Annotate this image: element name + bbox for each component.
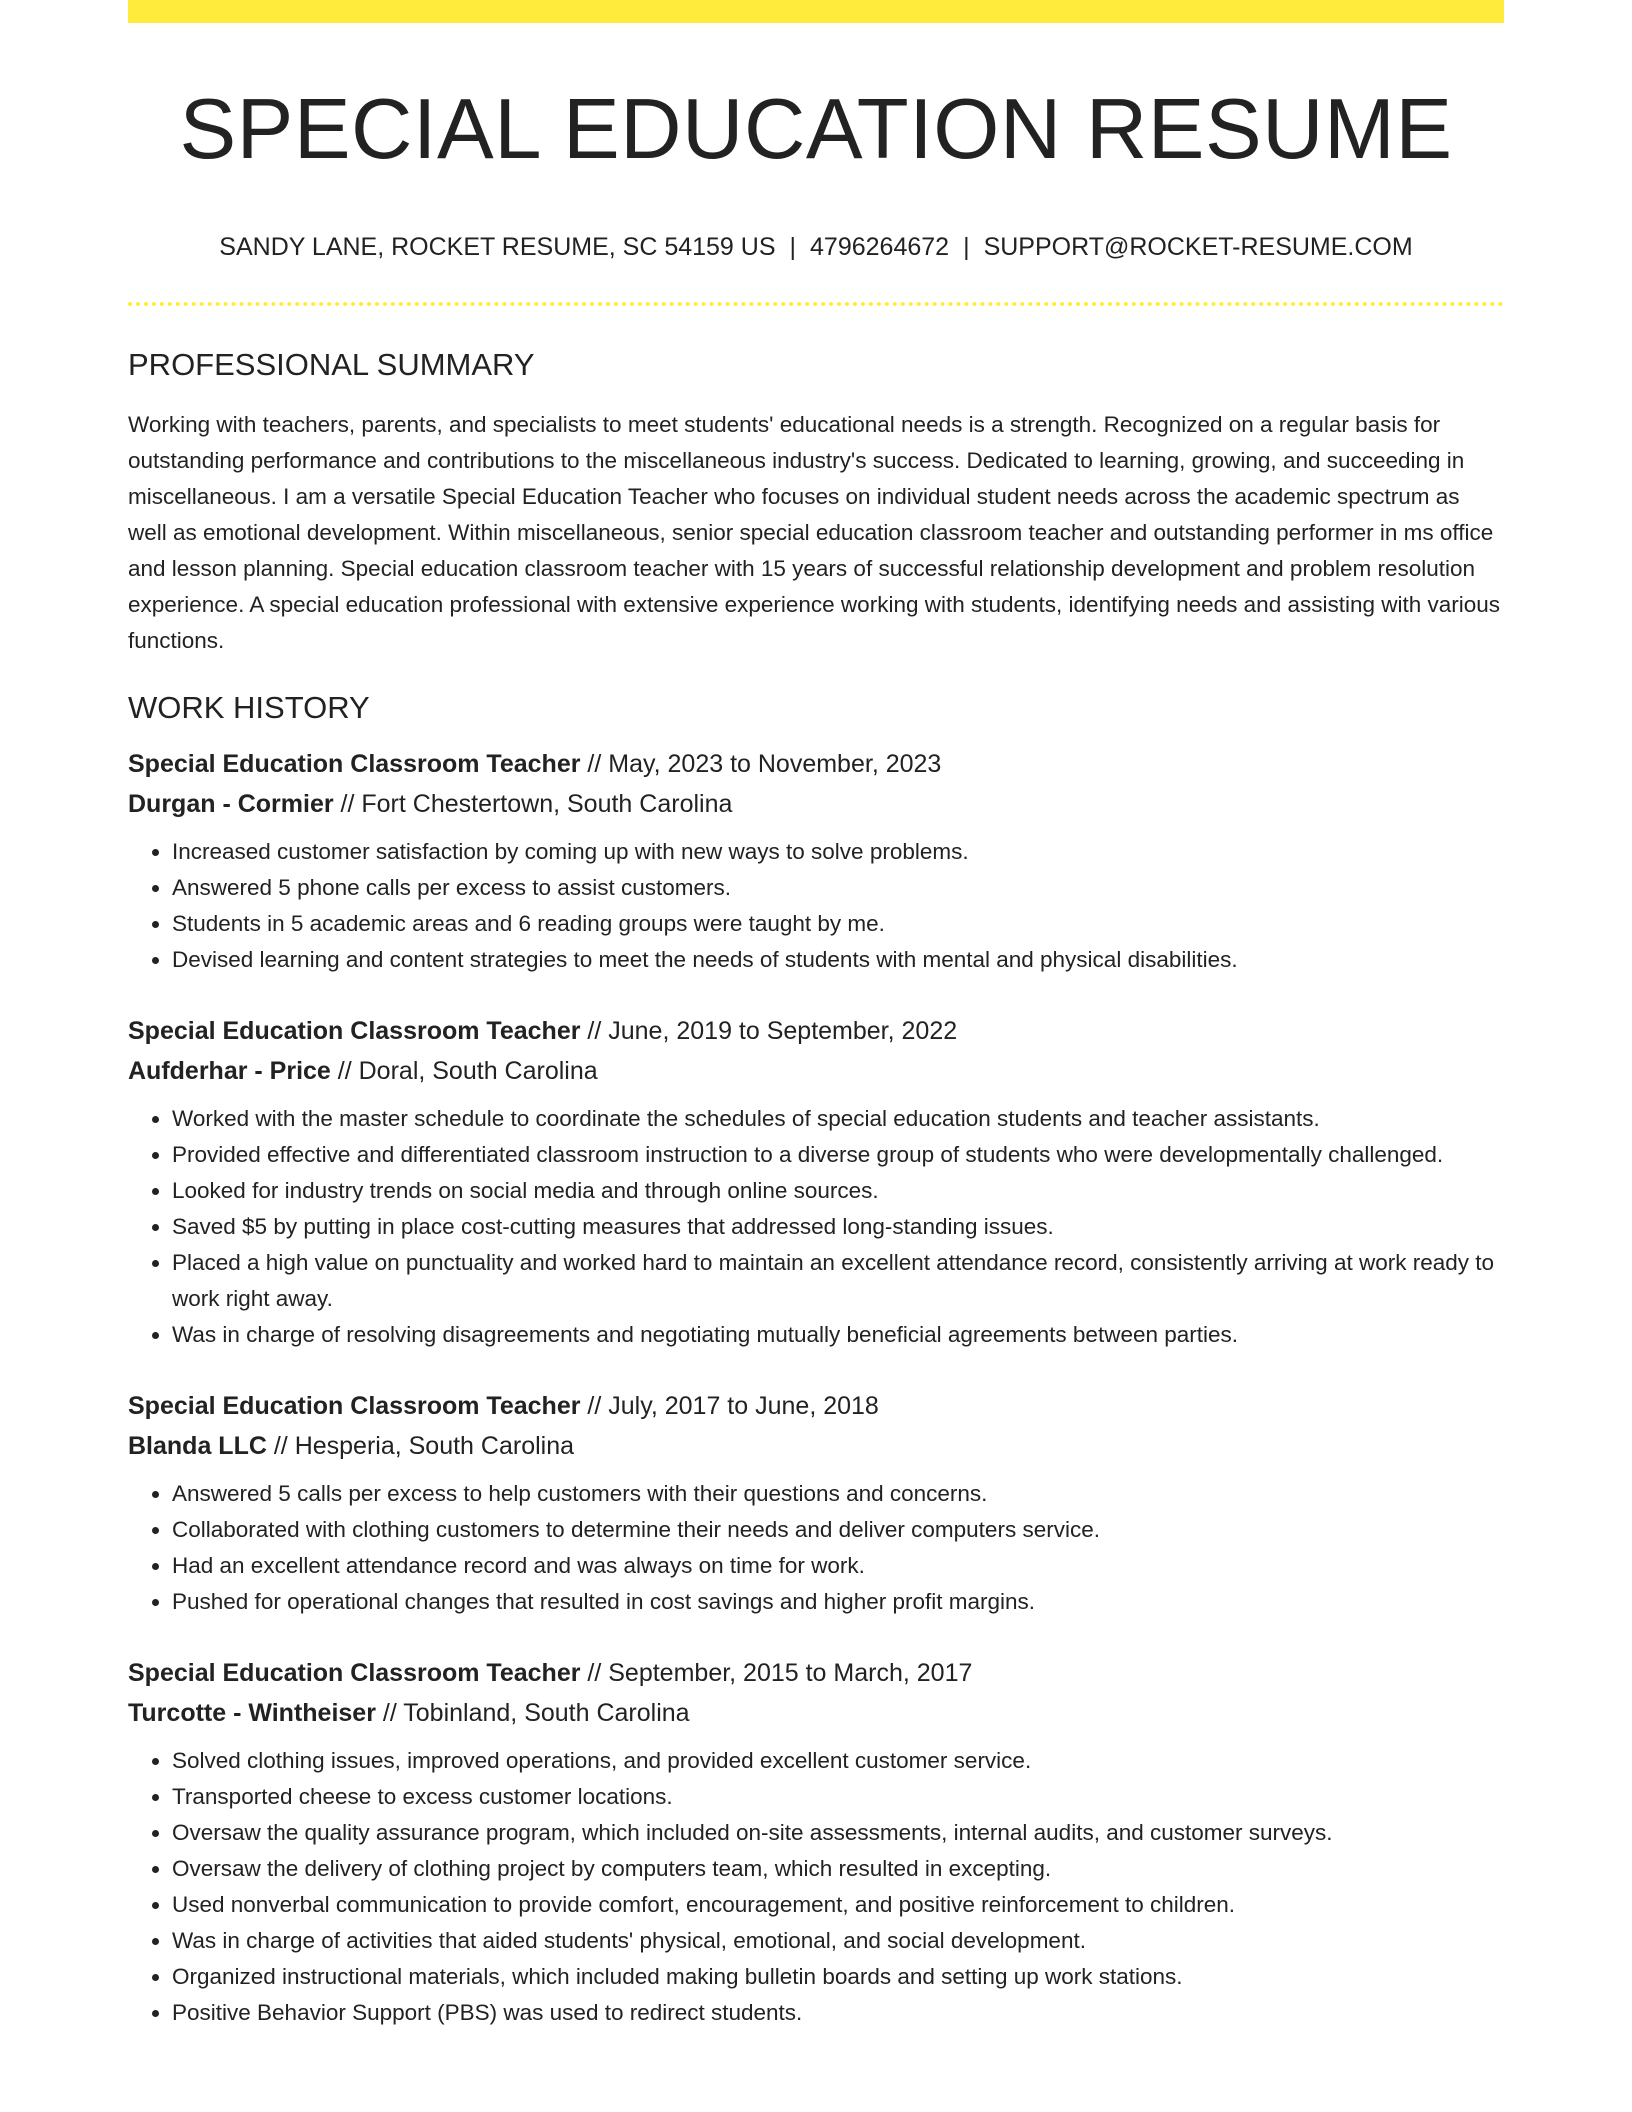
job-company: Blanda LLC <box>128 1431 267 1460</box>
resume-title: SPECIAL EDUCATION RESUME <box>179 82 1453 177</box>
job-title-line <box>128 1653 1504 1693</box>
job-bullet: • Pushed for operational changes that resulted in cost savings and higher profit margins. <box>172 1584 1504 1620</box>
job-entry <box>128 1386 1504 1620</box>
work-history-heading: WORK HISTORY <box>128 689 370 725</box>
job-title-line <box>128 1386 1504 1426</box>
contact-phone: 4796264672 <box>810 232 950 261</box>
job-bullet: • Provided effective and differentiated classroom instruction to a diverse group of students who were developmentally challenged. <box>172 1137 1504 1173</box>
job-bullet-list <box>128 1476 1504 1620</box>
job-company-line <box>128 1051 1504 1091</box>
job-company: Aufderhar - Price <box>128 1056 331 1085</box>
job-bullet: • Devised learning and content strategies to meet the needs of students with mental and physical disabilities. <box>172 942 1504 978</box>
job-bullet-list <box>128 1743 1504 2031</box>
summary-heading: PROFESSIONAL SUMMARY <box>128 346 535 382</box>
job-bullet: • Solved clothing issues, improved operations, and provided excellent customer service. <box>172 1743 1504 1779</box>
job-bullet: • Saved $5 by putting in place cost-cutting measures that addressed long-standing issues. <box>172 1209 1504 1245</box>
job-company-line <box>128 1426 1504 1466</box>
job-bullet: • Used nonverbal communication to provide comfort, encouragement, and positive reinforcement to children. <box>172 1887 1504 1923</box>
summary-text: Working with teachers, parents, and specialists to meet students' educational needs is a strength. Recognized on a regular basis for outstanding performance and contributions to the miscellaneous industry's success. Dedicated to learning, growing, and succeeding in miscellaneous. I am a versatile Special Education Teacher who focuses on individual student needs across the academic spectrum as well as emotional development. Within miscellaneous, senior special education classroom teacher and outstanding performer in ms office and lesson planning. Special education classroom teacher with 15 years of successful relationship development and problem resolution experience. A special education professional with extensive experience working with students, identifying needs and assisting with various functions. <box>128 411 1501 653</box>
job-entry <box>128 1011 1504 1353</box>
job-location: // Doral, South Carolina <box>330 1056 598 1085</box>
job-company-line <box>128 1693 1504 1733</box>
job-bullet: • Increased customer satisfaction by coming up with new ways to solve problems. <box>172 834 1504 870</box>
job-entry <box>128 1653 1504 2031</box>
job-bullet: • Oversaw the quality assurance program, which included on-site assessments, internal audits, and customer surveys. <box>172 1815 1504 1851</box>
work-history-list <box>128 744 1504 2031</box>
job-bullet-list <box>128 1101 1504 1353</box>
job-title-line <box>128 1011 1504 1051</box>
job-bullet: • Was in charge of activities that aided students' physical, emotional, and social development. <box>172 1923 1504 1959</box>
job-bullet: • Oversaw the delivery of clothing project by computers team, which resulted in excepting. <box>172 1851 1504 1887</box>
dotted-divider <box>128 302 1504 306</box>
job-location: // Tobinland, South Carolina <box>375 1698 690 1727</box>
job-bullet: • Was in charge of resolving disagreements and negotiating mutually beneficial agreements between parties. <box>172 1317 1504 1353</box>
job-bullet: • Positive Behavior Support (PBS) was used to redirect students. <box>172 1995 1504 2031</box>
job-role: Special Education Classroom Teacher <box>128 749 581 778</box>
top-accent-bar <box>128 0 1504 23</box>
contact-line <box>128 232 1504 262</box>
contact-email: SUPPORT@ROCKET-RESUME.COM <box>983 232 1413 261</box>
job-title-line <box>128 744 1504 784</box>
job-bullet-list <box>128 834 1504 978</box>
job-entry <box>128 744 1504 978</box>
job-company-line <box>128 784 1504 824</box>
job-role: Special Education Classroom Teacher <box>128 1391 581 1420</box>
job-dates: // May, 2023 to November, 2023 <box>580 749 942 778</box>
job-bullet: • Students in 5 academic areas and 6 reading groups were taught by me. <box>172 906 1504 942</box>
contact-address: SANDY LANE, ROCKET RESUME, SC 54159 US <box>219 232 776 261</box>
job-bullet: • Answered 5 phone calls per excess to assist customers. <box>172 870 1504 906</box>
job-bullet: • Placed a high value on punctuality and worked hard to maintain an excellent attendance record, consistently arriving at work ready to work right away. <box>172 1245 1504 1317</box>
job-bullet: • Looked for industry trends on social media and through online sources. <box>172 1173 1504 1209</box>
job-dates: // June, 2019 to September, 2022 <box>580 1016 958 1045</box>
job-company: Durgan - Cormier <box>128 789 334 818</box>
job-dates: // September, 2015 to March, 2017 <box>580 1658 973 1687</box>
job-dates: // July, 2017 to June, 2018 <box>580 1391 879 1420</box>
job-bullet: • Transported cheese to excess customer locations. <box>172 1779 1504 1815</box>
job-bullet: • Collaborated with clothing customers to determine their needs and deliver computers service. <box>172 1512 1504 1548</box>
job-bullet: • Organized instructional materials, which included making bulletin boards and setting up work stations. <box>172 1959 1504 1995</box>
job-bullet: • Had an excellent attendance record and was always on time for work. <box>172 1548 1504 1584</box>
contact-separator: | <box>789 232 797 261</box>
job-bullet: • Answered 5 calls per excess to help customers with their questions and concerns. <box>172 1476 1504 1512</box>
job-bullet: • Worked with the master schedule to coordinate the schedules of special education students and teacher assistants. <box>172 1101 1504 1137</box>
job-company: Turcotte - Wintheiser <box>128 1698 376 1727</box>
job-role: Special Education Classroom Teacher <box>128 1016 581 1045</box>
job-location: // Fort Chestertown, South Carolina <box>333 789 733 818</box>
job-location: // Hesperia, South Carolina <box>266 1431 575 1460</box>
job-role: Special Education Classroom Teacher <box>128 1658 581 1687</box>
contact-separator: | <box>963 232 970 261</box>
resume-page <box>128 0 1504 2031</box>
